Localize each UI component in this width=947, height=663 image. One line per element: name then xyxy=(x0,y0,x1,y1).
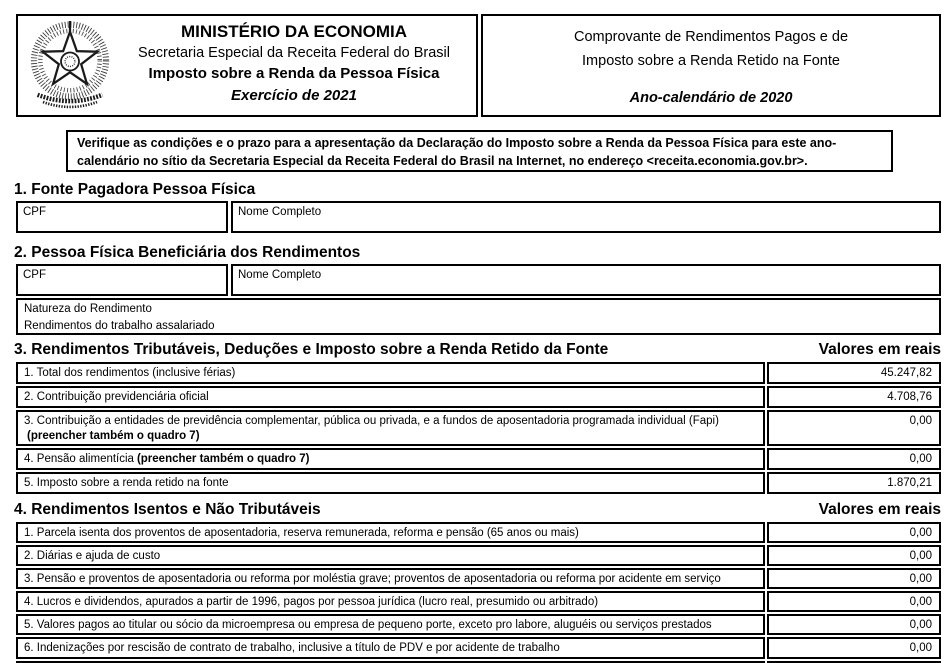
section4-header xyxy=(14,501,941,519)
row-label: 2. Contribuição previdenciária oficial xyxy=(16,386,765,408)
row-value: 1.870,21 xyxy=(767,472,941,494)
table-row xyxy=(16,591,941,612)
row-label: 2. Diárias e ajuda de custo xyxy=(16,545,765,566)
section3-values-header: Valores em reais xyxy=(818,341,941,358)
table-row xyxy=(16,410,941,446)
table-row xyxy=(16,448,941,470)
section3-header xyxy=(14,341,941,359)
table-row xyxy=(16,568,941,589)
row-label: 5. Imposto sobre a renda retido na fonte xyxy=(16,472,765,494)
row-label: 3. Pensão e proventos de aposentadoria ou reforma por moléstia grave; proventos de aposentadoria ou reforma por acidente em serviço xyxy=(16,568,765,589)
table-row xyxy=(16,545,941,566)
row-value: 0,00 xyxy=(767,614,941,635)
row-value: 0,00 xyxy=(767,522,941,543)
table-row xyxy=(16,522,941,543)
logo-container xyxy=(18,16,122,115)
section2-name-cell xyxy=(231,264,941,296)
section4-values-header: Valores em reais xyxy=(818,501,941,518)
row-label: 1. Parcela isenta dos proventos de aposentadoria, reserva remunerada, reforma e pensão (65 anos ou mais) xyxy=(16,522,765,543)
row-label: 4. Lucros e dividendos, apurados a partir de 1996, pagos por pessoa jurídica (lucro real, presumido ou arbitrado) xyxy=(16,591,765,612)
notice-box xyxy=(66,130,893,172)
section1-table-row xyxy=(16,201,941,233)
secretariat-subtitle: Secretaria Especial da Receita Federal do Brasil xyxy=(138,45,450,61)
section2-nature-row xyxy=(16,298,941,335)
nature-label: Natureza do Rendimento xyxy=(24,303,152,315)
section3-title: 3. Rendimentos Tributáveis, Deduções e Imposto sobre a Renda Retido da Fonte xyxy=(14,341,609,358)
row-value: 0,00 xyxy=(767,591,941,612)
cpf-label: CPF xyxy=(23,269,46,281)
table-row xyxy=(16,637,941,659)
name-label: Nome Completo xyxy=(238,269,322,281)
issuer-text xyxy=(122,16,476,115)
table-row xyxy=(16,614,941,635)
nature-value: Rendimentos do trabalho assalariado xyxy=(24,320,215,332)
row-label: 3. Contribuição a entidades de previdência complementar, pública ou privada, e a fundos de aposentadoria programada individual (Fapi)(preencher também o quadro 7) xyxy=(16,410,765,446)
row-value: 0,00 xyxy=(767,410,941,446)
calendar-year: Ano-calendário de 2020 xyxy=(629,90,793,106)
header-document-title-box xyxy=(481,14,941,117)
section4-title: 4. Rendimentos Isentos e Não Tributáveis xyxy=(14,501,321,518)
section1-title: 1. Fonte Pagadora Pessoa Física xyxy=(14,181,256,198)
row-value: 0,00 xyxy=(767,637,941,659)
table-row xyxy=(16,386,941,408)
name-label: Nome Completo xyxy=(238,206,322,218)
table-row xyxy=(16,472,941,494)
row-value: 45.247,82 xyxy=(767,362,941,384)
tax-title: Imposto sobre a Renda da Pessoa Física xyxy=(148,65,440,82)
header-issuer-box xyxy=(16,14,478,117)
cpf-label: CPF xyxy=(23,206,46,218)
table-row xyxy=(16,362,941,384)
row-value: 4.708,76 xyxy=(767,386,941,408)
notice-text: Verifique as condições e o prazo para a apresentação da Declaração do Imposto sobre a Renda da Pessoa Física para este ano-calendário no sítio da Secretaria Especial da Receita Federal do Brasil na Internet, no endereço <receita.economia.gov.br>. xyxy=(77,136,837,168)
row-value: 0,00 xyxy=(767,545,941,566)
row-value: 0,00 xyxy=(767,568,941,589)
row-label: 5. Valores pagos ao titular ou sócio da microempresa ou empresa de pequeno porte, exceto pro labore, aluguéis ou serviços prestados xyxy=(16,614,765,635)
row-label: 4. Pensão alimentícia (preencher também o quadro 7) xyxy=(16,448,765,470)
section2-table-row xyxy=(16,264,941,296)
row-label: 1. Total dos rendimentos (inclusive férias) xyxy=(16,362,765,384)
document-title-line1: Comprovante de Rendimentos Pagos e de xyxy=(573,29,849,45)
section1-cpf-cell xyxy=(16,201,228,233)
row-value: 0,00 xyxy=(767,448,941,470)
document-title-line2: Imposto sobre a Renda Retido na Fonte xyxy=(582,53,840,69)
section2-cpf-cell xyxy=(16,264,228,296)
section2-title: 2. Pessoa Física Beneficiária dos Rendimentos xyxy=(14,244,361,261)
row-label: 6. Indenizações por rescisão de contrato de trabalho, inclusive a título de PDV e por acidente de trabalho xyxy=(16,637,765,659)
ministry-title: MINISTÉRIO DA ECONOMIA xyxy=(180,22,408,41)
exercise-year: Exercício de 2021 xyxy=(231,87,357,104)
section1-name-cell xyxy=(231,201,941,233)
brazil-coat-of-arms-icon xyxy=(25,19,115,113)
